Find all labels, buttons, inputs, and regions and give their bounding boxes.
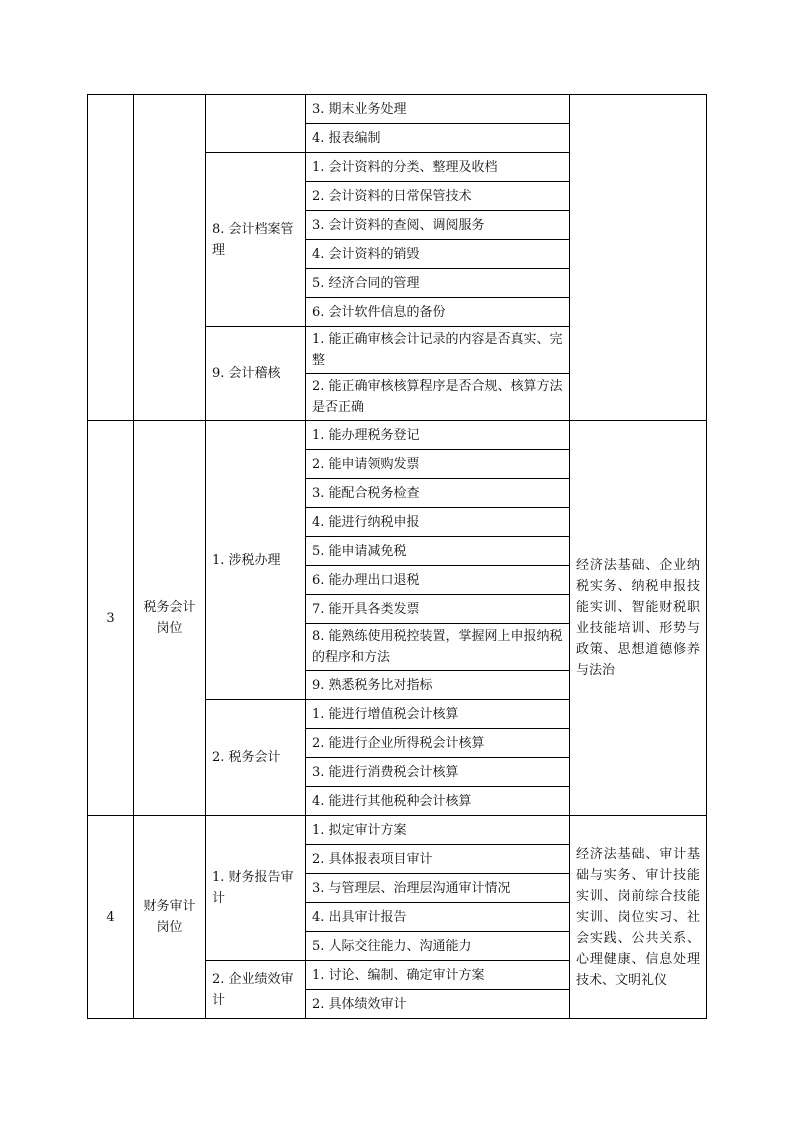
task-cell [206, 95, 306, 153]
skill-cell: 3. 期末业务处理 [306, 95, 570, 124]
task-cell: 8. 会计档案管理 [206, 153, 306, 327]
skill-cell: 3. 能配合税务检查 [306, 479, 570, 508]
skill-cell: 4. 报表编制 [306, 124, 570, 153]
skill-cell: 2. 能申请领购发票 [306, 450, 570, 479]
training-program-table [87, 94, 707, 1019]
skill-cell: 5. 能申请减免税 [306, 537, 570, 566]
skill-cell: 1. 能进行增值税会计核算 [306, 700, 570, 729]
table-row [88, 816, 707, 845]
position-cell [134, 95, 206, 421]
course-cell [570, 95, 707, 421]
position-cell: 财务审计岗位 [134, 816, 206, 1019]
skill-cell: 4. 会计资料的销毁 [306, 240, 570, 269]
skill-cell: 5. 人际交往能力、沟通能力 [306, 932, 570, 961]
skill-cell: 1. 拟定审计方案 [306, 816, 570, 845]
position-cell: 税务会计岗位 [134, 421, 206, 816]
skill-cell: 2. 具体绩效审计 [306, 990, 570, 1019]
course-cell: 经济法基础、企业纳税实务、纳税申报技能实训、智能财税职业技能培训、形势与政策、思想道德修养与法治 [570, 421, 707, 816]
task-cell: 1. 涉税办理 [206, 421, 306, 700]
skill-cell: 3. 能进行消费税会计核算 [306, 758, 570, 787]
skill-cell: 8. 能熟练使用税控装置，掌握网上申报纳税的程序和方法 [306, 624, 570, 671]
skill-cell: 4. 出具审计报告 [306, 903, 570, 932]
skill-cell: 1. 能正确审核会计记录的内容是否真实、完整 [306, 327, 570, 374]
course-cell: 经济法基础、审计基础与实务、审计技能实训、岗前综合技能实训、岗位实习、社会实践、公共关系、心理健康、信息处理技术、文明礼仪 [570, 816, 707, 1019]
skill-cell: 2. 会计资料的日常保管技术 [306, 182, 570, 211]
task-cell: 1. 财务报告审计 [206, 816, 306, 961]
row-number-cell [88, 95, 134, 421]
skill-cell: 2. 具体报表项目审计 [306, 845, 570, 874]
skill-cell: 3. 与管理层、治理层沟通审计情况 [306, 874, 570, 903]
skill-cell: 4. 能进行纳税申报 [306, 508, 570, 537]
skill-cell: 1. 能办理税务登记 [306, 421, 570, 450]
skill-cell: 1. 会计资料的分类、整理及收档 [306, 153, 570, 182]
skill-cell: 3. 会计资料的查阅、调阅服务 [306, 211, 570, 240]
skill-cell: 9. 熟悉税务比对指标 [306, 671, 570, 700]
skill-cell: 6. 能办理出口退税 [306, 566, 570, 595]
skill-cell: 5. 经济合同的管理 [306, 269, 570, 298]
table-row [88, 95, 707, 124]
row-number-cell: 4 [88, 816, 134, 1019]
task-cell: 2. 企业绩效审计 [206, 961, 306, 1019]
table-row [88, 421, 707, 450]
skill-cell: 1. 讨论、编制、确定审计方案 [306, 961, 570, 990]
task-cell: 9. 会计稽核 [206, 327, 306, 421]
skill-cell: 4. 能进行其他税种会计核算 [306, 787, 570, 816]
skill-cell: 2. 能进行企业所得税会计核算 [306, 729, 570, 758]
row-number-cell: 3 [88, 421, 134, 816]
skill-cell: 7. 能开具各类发票 [306, 595, 570, 624]
skill-cell: 2. 能正确审核核算程序是否合规、核算方法是否正确 [306, 374, 570, 421]
skill-cell: 6. 会计软件信息的备份 [306, 298, 570, 327]
task-cell: 2. 税务会计 [206, 700, 306, 816]
